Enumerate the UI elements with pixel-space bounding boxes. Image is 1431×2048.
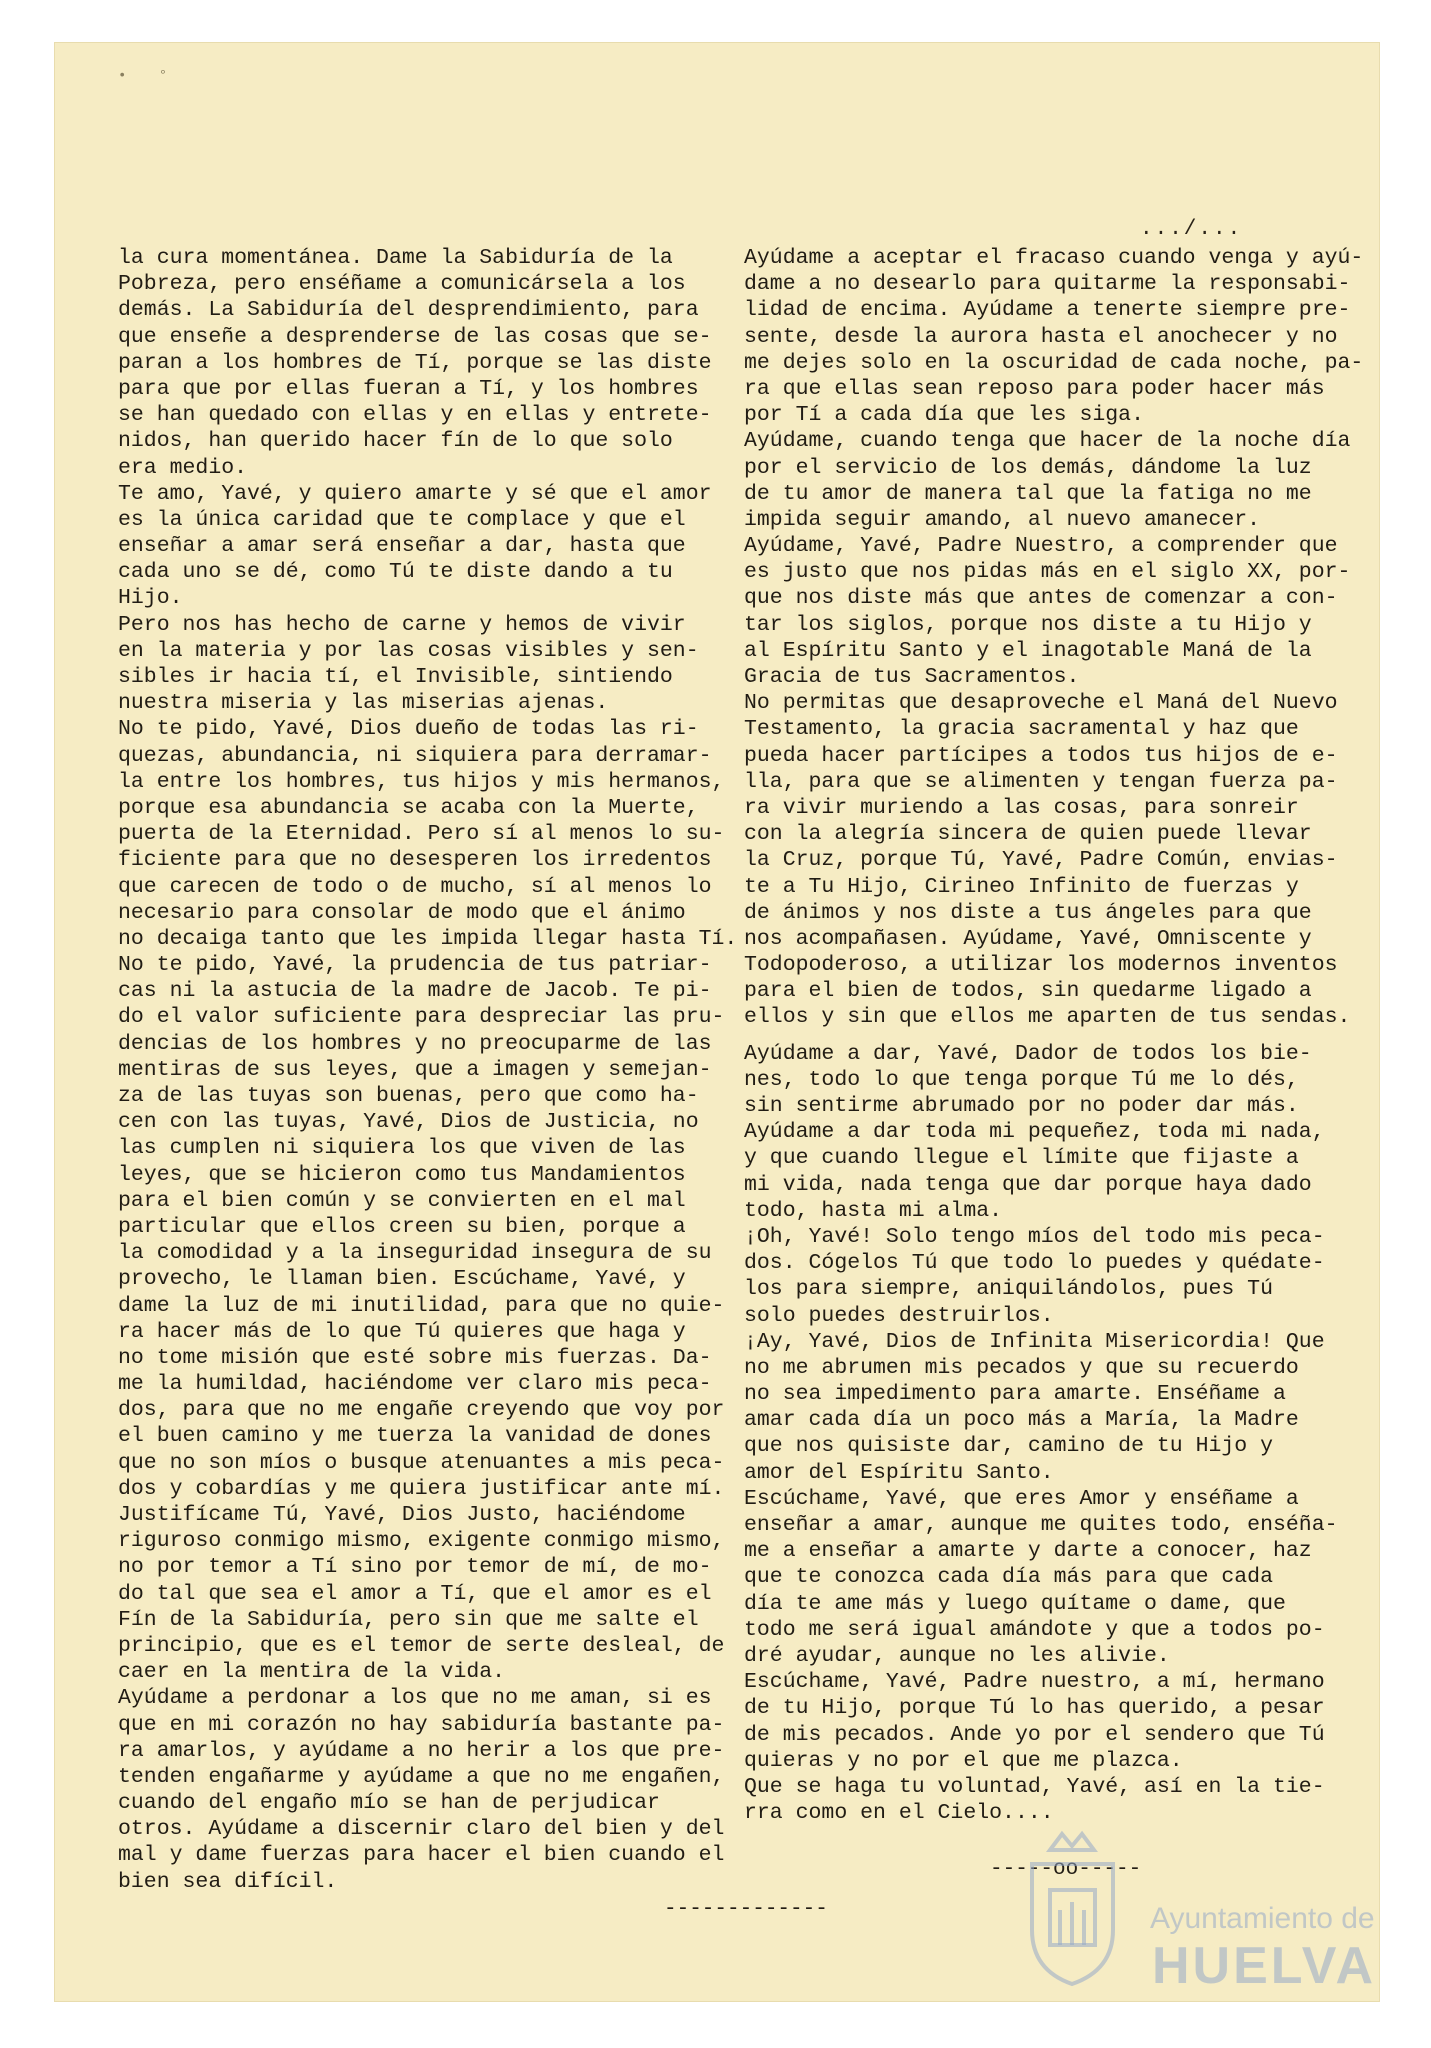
left-text-line: no tome misión que esté sobre mis fuerzas. Da-: [118, 1345, 712, 1370]
right-text-line: lidad de encima. Ayúdame a tenerte siempre pre-: [744, 298, 1351, 323]
right-text-line: Testamento, la gracia sacramental y haz que: [744, 717, 1299, 742]
left-text-line: era medio.: [118, 455, 248, 480]
left-text-line: Pobreza, pero enséñame a comunicársela a los: [118, 272, 686, 297]
right-text-line: amor del Espíritu Santo.: [744, 1460, 1054, 1485]
left-text-line: provecho, le llaman bien. Escúchame, Yavé, y: [118, 1267, 686, 1292]
right-text-line: no me abrumen mis pecados y que su recuerdo: [744, 1355, 1299, 1380]
right-text-line: la Cruz, porque Tú, Yavé, Padre Común, envias-: [744, 848, 1338, 873]
right-text-line: Todopoderoso, a utilizar los modernos inventos: [744, 953, 1338, 978]
left-text-line: para el bien común y se convierten en el mal: [118, 1188, 686, 1213]
coat-of-arms-icon: [1020, 1820, 1125, 1990]
left-text-line: en la materia y por las cosas visibles y sen-: [118, 638, 699, 663]
corner-marks: • °: [118, 68, 180, 84]
left-text-line: el buen camino y me tuerza la vanidad de dones: [118, 1424, 712, 1449]
left-text-line: Fín de la Sabiduría, pero sin que me salte el: [118, 1607, 699, 1632]
right-text-line: por Tí a cada día que les siga.: [744, 403, 1144, 428]
right-text-line: quieras y no por el que me plazca.: [744, 1748, 1183, 1773]
left-text-line: riguroso conmigo mismo, exigente conmigo mismo,: [118, 1529, 725, 1554]
left-text-line: Ayúdame a perdonar a los que no me aman, si es: [118, 1686, 712, 1711]
right-text-line: Gracia de tus Sacramentos.: [744, 665, 1080, 689]
left-text-line: no decaiga tanto que les impida llegar hasta Tí.: [118, 926, 738, 951]
right-text-line: de tu Hijo, porque Tú lo has querido, a pesar: [744, 1696, 1325, 1721]
right-text-line: de tu amor de manera tal que la fatiga no me: [744, 481, 1312, 506]
right-text-line: solo puedes destruirlos.: [744, 1303, 1054, 1328]
left-text-line: otros. Ayúdame a discernir claro del bien y del: [118, 1817, 725, 1842]
left-text-line: ficiente para que no desesperen los irredentos: [118, 848, 712, 873]
right-text-line: sente, desde la aurora hasta el anochecer y no: [744, 324, 1338, 349]
left-text-line: mal y dame fuerzas para hacer el bien cuando el: [118, 1843, 725, 1868]
left-text-line: ra hacer más de lo que Tú quieres que haga y: [118, 1319, 686, 1344]
right-text-line: No permitas que desaproveche el Maná del Nuevo: [744, 691, 1338, 716]
right-text-line: al Espíritu Santo y el inagotable Maná de la: [744, 638, 1312, 663]
right-text-line: amar cada día un poco más a María, la Madre: [744, 1408, 1299, 1433]
left-text-line: do tal que sea el amor a Tí, que el amor es el: [118, 1581, 712, 1606]
right-text-column: [744, 245, 1374, 1826]
right-text-line: dos. Cógelos Tú que todo lo puedes y quédate-: [744, 1251, 1325, 1276]
right-text-line: te a Tu Hijo, Cirineo Infinito de fuerzas y: [744, 874, 1299, 899]
right-text-line: ellos y sin que ellos me aparten de tus sendas.: [744, 1005, 1351, 1030]
right-text-line: nos acompañasen. Ayúdame, Yavé, Omniscente y: [744, 926, 1312, 951]
left-text-line: dencias de los hombres y no preocuparme de las: [118, 1031, 712, 1056]
left-text-line: Pero nos has hecho de carne y hemos de vivir: [118, 612, 686, 637]
watermark-line2: HUELVA: [1152, 1937, 1377, 1995]
right-text-line: con la alegría sincera de quien puede llevar: [744, 822, 1312, 847]
right-text-line: Ayúdame a dar toda mi pequeñez, toda mi nada,: [744, 1120, 1325, 1145]
right-text-line: mi vida, nada tenga que dar porque haya dado: [744, 1172, 1312, 1197]
right-text-line: lla, para que se alimenten y tengan fuerza pa-: [744, 769, 1338, 794]
right-text-line: rra como en el Cielo....: [744, 1801, 1054, 1826]
right-text-line: Ayúdame, Yavé, Padre Nuestro, a comprender que: [744, 534, 1338, 559]
right-text-line: me a enseñar a amarte y darte a conocer, haz: [744, 1539, 1312, 1564]
left-text-line: cas ni la astucia de la madre de Jacob. Te pi-: [118, 979, 712, 1004]
left-text-line: nuestra miseria y las miserias ajenas.: [118, 691, 609, 716]
left-text-line: necesario para consolar de modo que el ánimo: [118, 900, 686, 925]
left-text-line: sibles ir hacia tí, el Invisible, sintiendo: [118, 665, 673, 689]
left-text-line: que carecen de todo o de mucho, sí al menos lo: [118, 874, 712, 899]
right-text-line: Escúchame, Yavé, Padre nuestro, a mí, hermano: [744, 1670, 1325, 1695]
left-text-line: particular que ellos creen su bien, porque a: [118, 1214, 686, 1239]
left-text-line: me la humildad, haciéndome ver claro mis peca-: [118, 1372, 712, 1397]
right-text-line: ra vivir muriendo a las cosas, para sonreir: [744, 795, 1299, 820]
left-text-line: za de las tuyas son buenas, pero que como ha-: [118, 1084, 699, 1108]
right-text-line: dré ayudar, aunque no les alivie.: [744, 1643, 1170, 1668]
left-text-line: mentiras de sus leyes, que a imagen y semejan-: [118, 1057, 712, 1082]
right-text-line: es justo que nos pidas más en el siglo XX, por-: [744, 560, 1351, 585]
left-text-line: se han quedado con ellas y en ellas y entrete-: [118, 403, 712, 428]
paragraph-gap: [744, 1031, 1374, 1041]
left-text-line: que en mi corazón no hay sabiduría bastante pa-: [118, 1712, 725, 1737]
archive-watermark: [1020, 1820, 1377, 2010]
left-text-line: cen con las tuyas, Yavé, Dios de Justicia, no: [118, 1110, 699, 1135]
right-text-line: Escúchame, Yavé, que eres Amor y enséñame a: [744, 1486, 1299, 1511]
left-text-line: que enseñe a desprenderse de las cosas que se-: [118, 324, 712, 349]
right-text-line: ¡Oh, Yavé! Solo tengo míos del todo mis peca-: [744, 1224, 1325, 1249]
left-text-line: las cumplen ni siquiera los que viven de las: [118, 1136, 686, 1161]
left-text-line: No te pido, Yavé, Dios dueño de todas las ri-: [118, 717, 699, 742]
center-end-rule: -------------: [664, 1898, 828, 1921]
right-text-line: los para siempre, aniquilándolos, pues Tú: [744, 1277, 1273, 1302]
left-text-line: dame la luz de mi inutilidad, para que no quie-: [118, 1293, 725, 1318]
watermark-line1: Ayuntamiento de: [1150, 1902, 1375, 1935]
right-text-line: Que se haga tu voluntad, Yavé, así en la tie-: [744, 1774, 1325, 1799]
left-text-line: tenden engañarme y ayúdame a que no me engañen,: [118, 1764, 725, 1789]
right-text-line: por el servicio de los demás, dándome la luz: [744, 455, 1312, 480]
left-text-line: cada uno se dé, como Tú te diste dando a tu: [118, 560, 673, 585]
right-end-rule: -----oo-----: [990, 1858, 1142, 1881]
right-text-line: impida seguir amando, al nuevo amanecer.: [744, 507, 1261, 532]
left-text-line: demás. La Sabiduría del desprendimiento, para: [118, 298, 699, 323]
left-text-line: Justifícame Tú, Yavé, Dios Justo, haciéndome: [118, 1503, 686, 1527]
left-text-line: nidos, han querido hacer fín de lo que solo: [118, 429, 673, 454]
left-text-line: porque esa abundancia se acaba con la Muerte,: [118, 795, 699, 820]
left-text-line: para que por ellas fueran a Tí, y los hombres: [118, 376, 699, 401]
left-text-line: no por temor a Tí sino por temor de mí, de mo-: [118, 1555, 712, 1580]
left-text-line: paran a los hombres de Tí, porque se las diste: [118, 350, 712, 375]
left-text-line: dos, para que no me engañe creyendo que voy por: [118, 1398, 725, 1423]
right-text-line: que te conozca cada día más para que cada: [744, 1565, 1273, 1590]
right-text-line: Ayúdame a aceptar el fracaso cuando venga y ayú-: [744, 246, 1364, 270]
right-text-line: de ánimos y nos diste a tus ángeles para que: [744, 900, 1312, 925]
right-text-line: dame a no desearlo para quitarme la responsabi-: [744, 272, 1351, 297]
left-text-line: la cura momentánea. Dame la Sabiduría de la: [118, 246, 673, 270]
left-text-line: la entre los hombres, tus hijos y mis hermanos,: [118, 769, 725, 794]
right-text-line: ra que ellas sean reposo para poder hacer más: [744, 376, 1325, 401]
right-text-line: día te ame más y luego quítame o dame, que: [744, 1591, 1286, 1616]
left-text-line: No te pido, Yavé, la prudencia de tus patriar-: [118, 953, 712, 978]
left-text-line: principio, que es el temor de serte desleal, de: [118, 1633, 725, 1658]
right-text-line: que nos diste más que antes de comenzar a con-: [744, 586, 1338, 611]
left-text-line: do el valor suficiente para despreciar las pru-: [118, 1005, 725, 1030]
right-text-line: no sea impedimento para amarte. Enséñame a: [744, 1382, 1286, 1407]
right-text-line: tar los siglos, porque nos diste a tu Hijo y: [744, 612, 1312, 637]
right-text-line: de mis pecados. Ande yo por el sendero que Tú: [744, 1722, 1325, 1747]
left-text-line: puerta de la Eternidad. Pero sí al menos lo su-: [118, 822, 725, 847]
right-text-line: para el bien de todos, sin quedarme ligado a: [744, 979, 1312, 1004]
continuation-mark: .../...: [1140, 218, 1243, 241]
right-text-line: todo, hasta mi alma.: [744, 1198, 1003, 1223]
left-text-line: cuando del engaño mío se han de perjudicar: [118, 1791, 660, 1816]
right-text-line: nes, todo lo que tenga porque Tú me lo dés,: [744, 1067, 1299, 1092]
left-text-column: [118, 245, 748, 1895]
left-text-line: caer en la mentira de la vida.: [118, 1660, 506, 1685]
right-text-line: pueda hacer partícipes a todos tus hijos de e-: [744, 743, 1338, 768]
left-text-line: es la única caridad que te complace y que el: [118, 507, 686, 532]
right-text-line: todo me será igual amándote y que a todos po-: [744, 1617, 1325, 1642]
right-text-line: y que cuando llegue el límite que fijaste a: [744, 1146, 1299, 1171]
left-text-line: enseñar a amar será enseñar a dar, hasta que: [118, 534, 686, 559]
left-text-line: ra amarlos, y ayúdame a no herir a los que pre-: [118, 1738, 725, 1763]
left-text-line: que no son míos o busque atenuantes a mis peca-: [118, 1450, 725, 1475]
left-text-line: Hijo.: [118, 586, 183, 611]
right-text-line: sin sentirme abrumado por no poder dar más.: [744, 1094, 1299, 1118]
right-text-line: Ayúdame, cuando tenga que hacer de la noche día: [744, 429, 1351, 454]
left-text-line: leyes, que se hicieron como tus Mandamientos: [118, 1162, 686, 1187]
left-text-line: la comodidad y a la inseguridad insegura de su: [118, 1241, 712, 1266]
right-text-line: me dejes solo en la oscuridad de cada noche, pa-: [744, 350, 1364, 375]
right-text-line: que nos quisiste dar, camino de tu Hijo y: [744, 1434, 1273, 1459]
right-text-line: ¡Ay, Yavé, Dios de Infinita Misericordia! Que: [744, 1329, 1325, 1354]
right-text-line: Ayúdame a dar, Yavé, Dador de todos los bie-: [744, 1041, 1312, 1066]
left-text-line: quezas, abundancia, ni siquiera para derramar-: [118, 743, 712, 768]
right-text-line: enseñar a amar, aunque me quites todo, enséña-: [744, 1513, 1338, 1537]
left-text-line: bien sea difícil.: [118, 1869, 338, 1894]
left-text-line: Te amo, Yavé, y quiero amarte y sé que el amor: [118, 481, 712, 506]
left-text-line: dos y cobardías y me quiera justificar ante mí.: [118, 1476, 725, 1501]
